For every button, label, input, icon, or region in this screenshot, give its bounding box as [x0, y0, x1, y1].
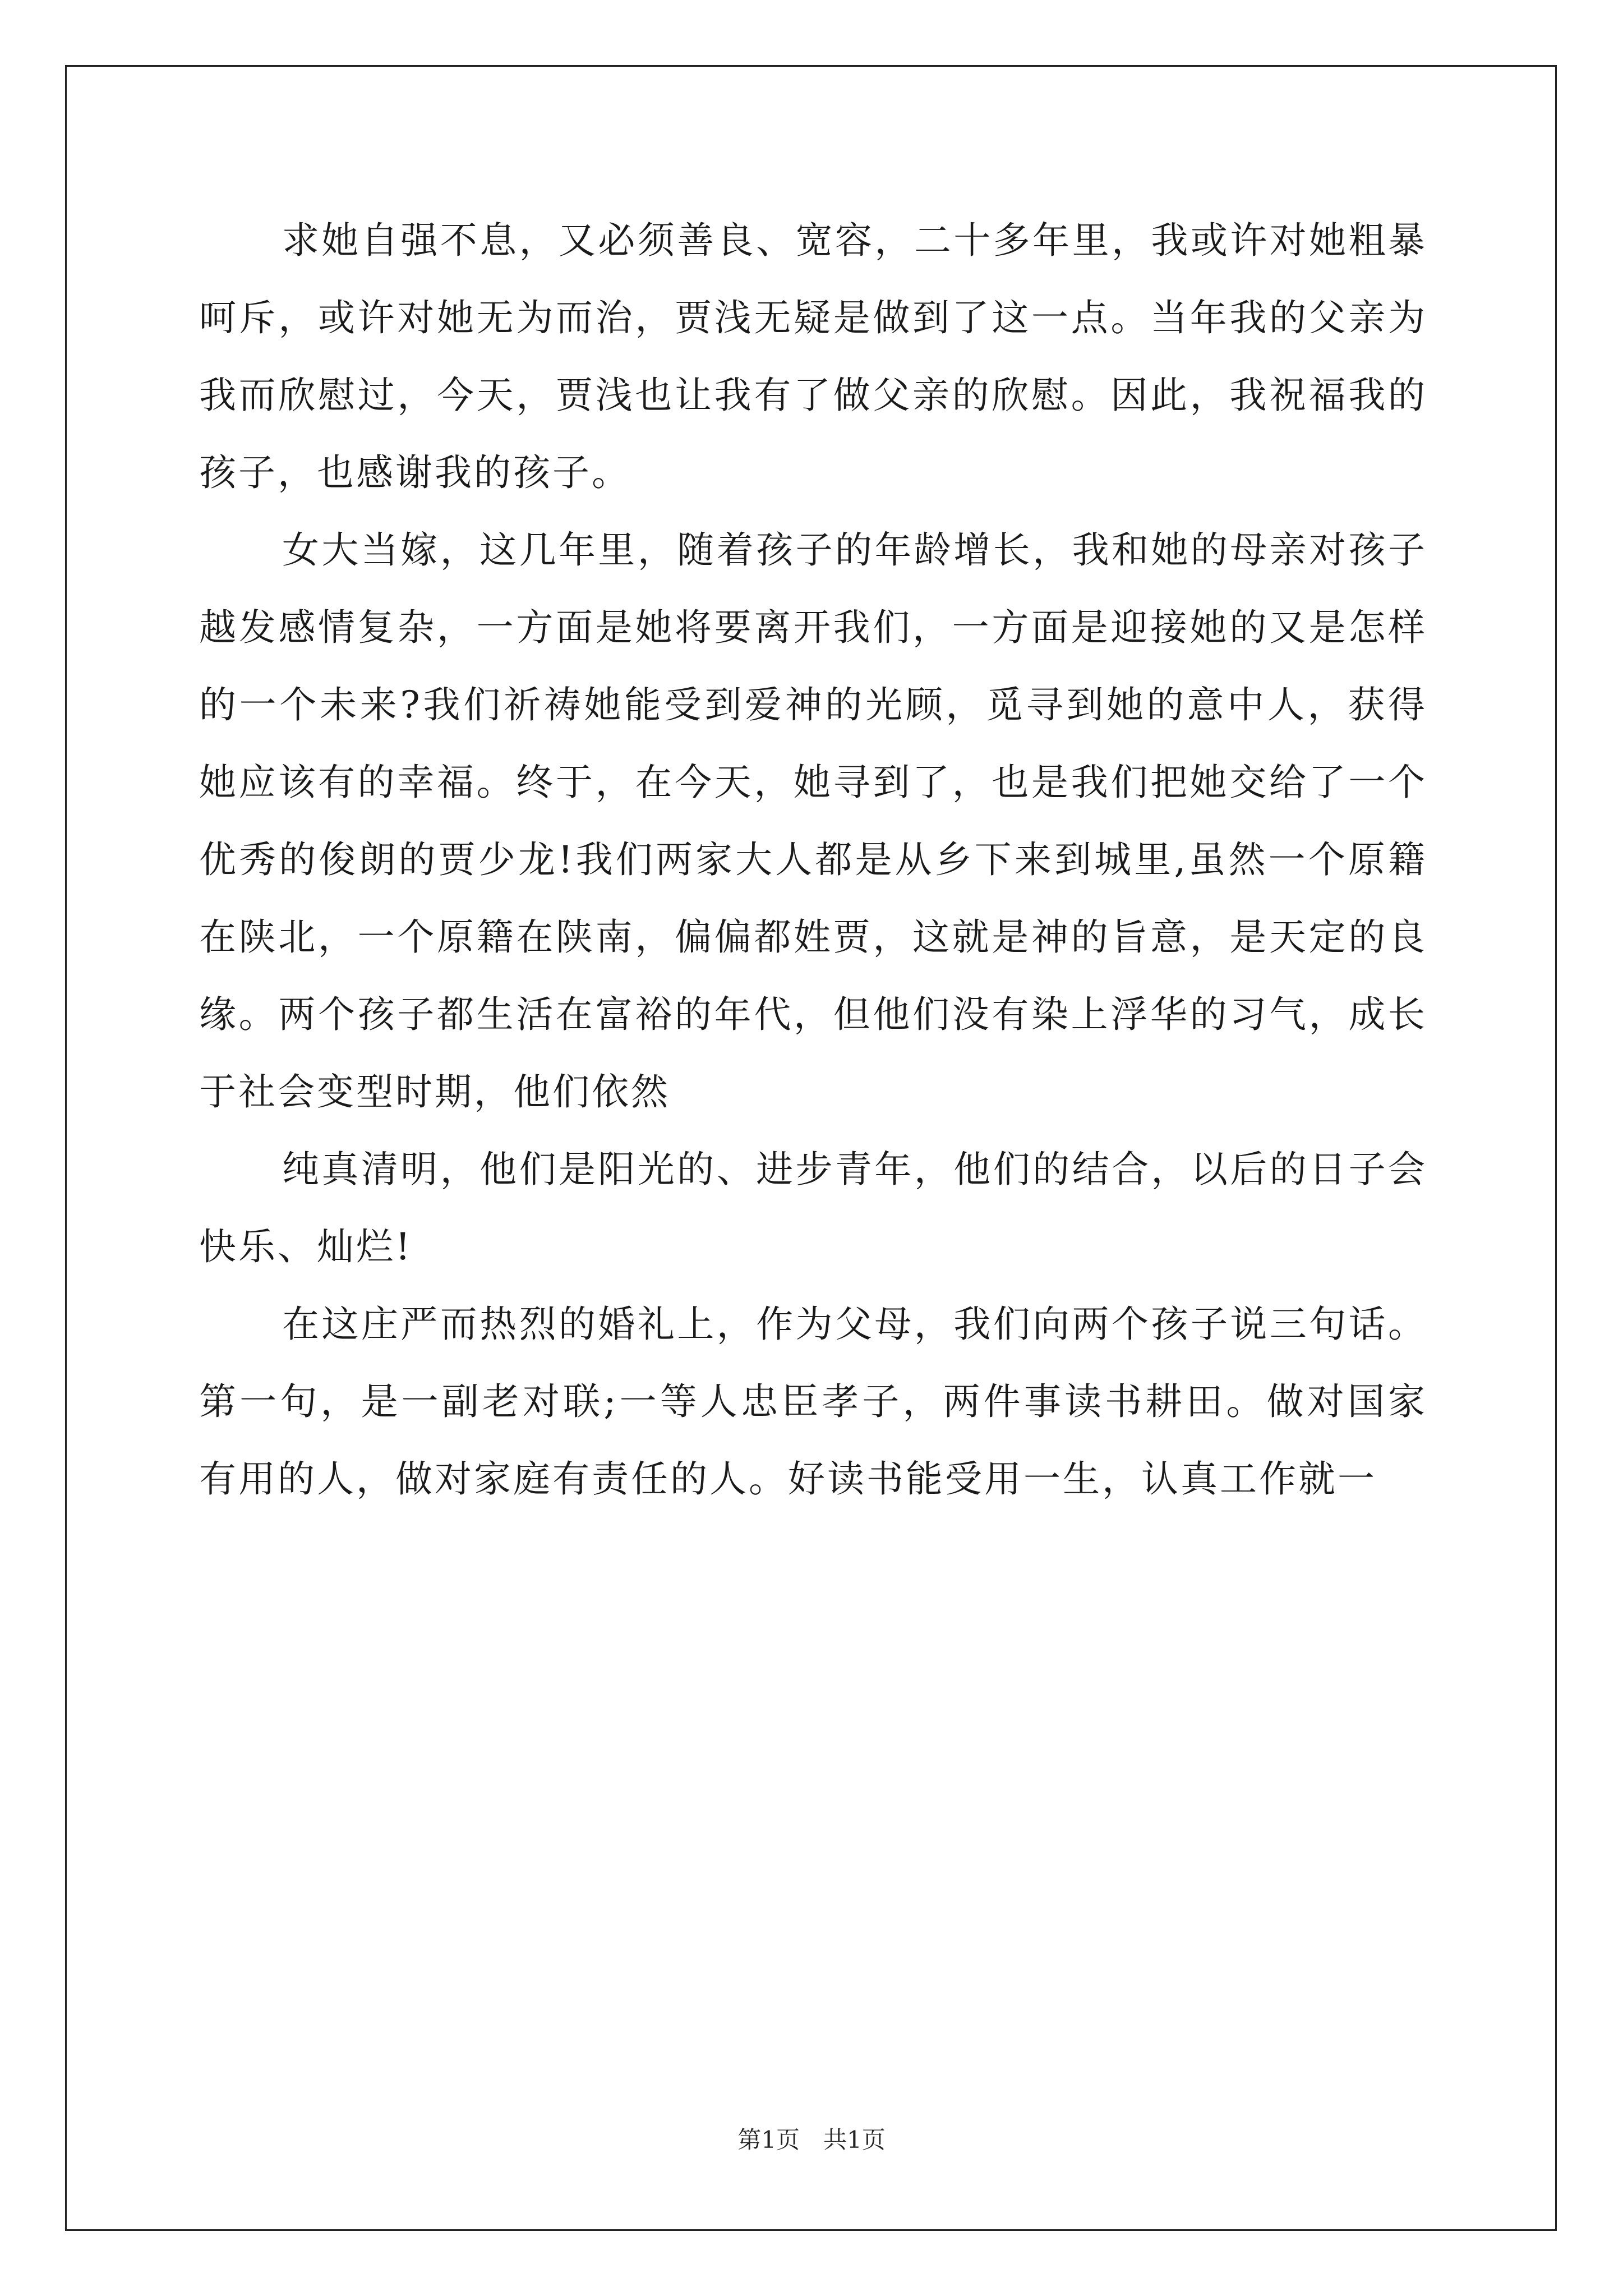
paragraph-4: 在这庄严而热烈的婚礼上，作为父母，我们向两个孩子说三句话。第一句，是一副老对联;一等人忠臣孝子，两件事读书耕田。做对国家有用的人，做对家庭有责任的人。好读书能受用一生，认真工作就一 [199, 1303, 1427, 1501]
document-body [199, 202, 1427, 1518]
paragraph-1: 求她自强不息，又必须善良、宽容，二十多年里，我或许对她粗暴呵斥，或许对她无为而治，贾浅无疑是做到了这一点。当年我的父亲为我而欣慰过，今天，贾浅也让我有了做父亲的欣慰。因此，我祝福我的孩子，也感谢我的孩子。 [199, 219, 1427, 494]
page-number: 第1页 [737, 2126, 800, 2154]
paragraph-3: 纯真清明，他们是阳光的、进步青年，他们的结合，以后的日子会快乐、灿烂! [199, 1148, 1427, 1268]
page-footer [0, 2124, 1623, 2156]
paragraph-2: 女大当嫁，这几年里，随着孩子的年龄增长，我和她的母亲对孩子越发感情复杂，一方面是她将要离开我们，一方面是迎接她的又是怎样的一个未来?我们祈祷她能受到爱神的光顾，觅寻到她的意中人，获得她应该有的幸福。终于，在今天，她寻到了，也是我们把她交给了一个优秀的俊朗的贾少龙!我们两家大人都是从乡下来到城里,虽然一个原籍在陕北，一个原籍在陕南，偏偏都姓贾，这就是神的旨意，是天定的良缘。两个孩子都生活在富裕的年代，但他们没有染上浮华的习气，成长于社会变型时期，他们依然 [199, 528, 1427, 1114]
page-total: 共1页 [823, 2126, 886, 2154]
